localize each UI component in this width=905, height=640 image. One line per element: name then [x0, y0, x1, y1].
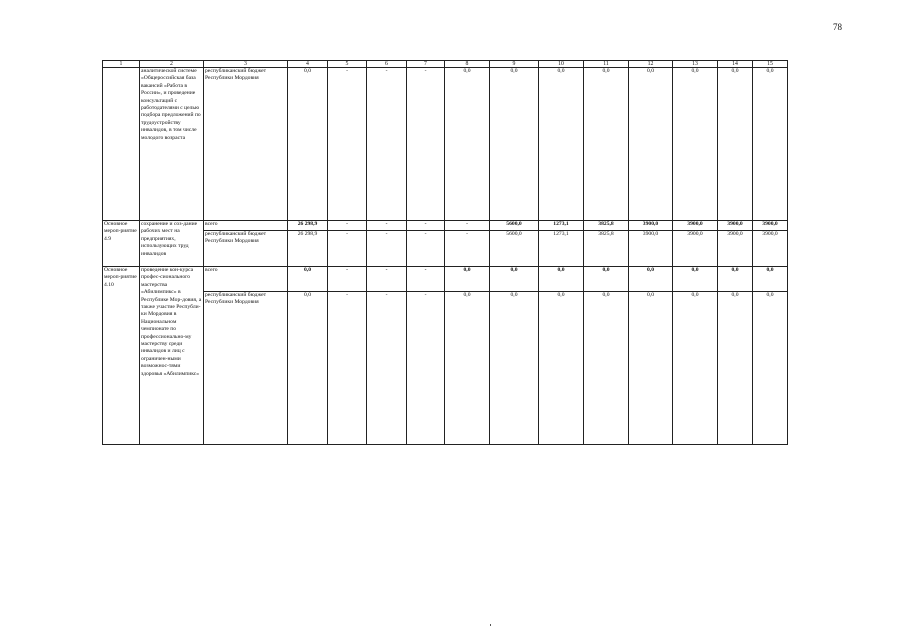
column-header: 2 — [140, 61, 204, 68]
value-cell: 0,0 — [445, 292, 490, 445]
table-row — [103, 292, 788, 445]
value-cell: - — [367, 292, 407, 445]
page-number: 78 — [833, 22, 842, 32]
column-header: 12 — [629, 61, 673, 68]
value-cell: 0,0 — [753, 292, 788, 445]
value-cell: 0,0 — [539, 292, 584, 445]
table-row — [103, 68, 788, 221]
value-cell: - — [328, 221, 367, 231]
value-cell: 3900,0 — [673, 221, 718, 231]
measure-cell — [103, 68, 140, 221]
value-cell: - — [367, 68, 407, 221]
value-cell: 1273,1 — [539, 231, 584, 267]
value-cell: 3900,0 — [629, 231, 673, 267]
value-cell: 0,0 — [753, 68, 788, 221]
value-cell: 0,0 — [673, 292, 718, 445]
column-header: 6 — [367, 61, 407, 68]
value-cell: 26 298,9 — [288, 231, 328, 267]
value-cell: 3825,8 — [584, 221, 629, 231]
column-header: 3 — [204, 61, 288, 68]
value-cell: 0,0 — [288, 68, 328, 221]
value-cell: - — [407, 292, 445, 445]
value-cell: 0,0 — [445, 267, 490, 292]
value-cell: 1273,1 — [539, 221, 584, 231]
value-cell: - — [367, 231, 407, 267]
value-cell: 0,0 — [629, 267, 673, 292]
value-cell: 3900,0 — [673, 231, 718, 267]
value-cell: 5600,0 — [490, 231, 539, 267]
value-cell: 0,0 — [584, 68, 629, 221]
value-cell: - — [328, 292, 367, 445]
value-cell: - — [367, 267, 407, 292]
column-header: 8 — [445, 61, 490, 68]
value-cell: 0,0 — [584, 267, 629, 292]
value-cell: - — [445, 231, 490, 267]
table-row — [103, 231, 788, 267]
value-cell: 0,0 — [629, 292, 673, 445]
funding-source: всего — [204, 267, 288, 292]
value-cell: 0,0 — [718, 267, 753, 292]
value-cell: 3900,0 — [753, 221, 788, 231]
value-cell: - — [367, 221, 407, 231]
column-header: 9 — [490, 61, 539, 68]
value-cell: 3900,0 — [753, 231, 788, 267]
activity-description: проведение кон-курса профес-сионального мастерства «Абилимпикс» в Республике Мор-довия, а также участие Республи-ки Мордовия в Национальном чемпионате по профессионально-му мастерству среди инвалидов и лиц с ограничен-ными возможнос-тями здоровья «Абилимпикс» — [140, 267, 204, 445]
funding-source: республиканский бюджет Республики Мордовия — [204, 292, 288, 445]
funding-source: республиканский бюджет Республики Мордовия — [204, 68, 288, 221]
column-header: 13 — [673, 61, 718, 68]
value-cell: - — [445, 221, 490, 231]
value-cell: - — [328, 68, 367, 221]
value-cell: 0,0 — [490, 267, 539, 292]
value-cell: 0,0 — [539, 68, 584, 221]
measure-cell: Основное мероп-риятие 4.10 — [103, 267, 140, 445]
value-cell: 0,0 — [753, 267, 788, 292]
value-cell: - — [407, 267, 445, 292]
value-cell: 0,0 — [584, 292, 629, 445]
table-row — [103, 267, 788, 292]
value-cell: 5600,0 — [490, 221, 539, 231]
value-cell: - — [328, 267, 367, 292]
value-cell: 0,0 — [673, 267, 718, 292]
value-cell: 3900,0 — [718, 221, 753, 231]
header-row — [103, 61, 788, 68]
table-row — [103, 221, 788, 231]
value-cell: - — [407, 68, 445, 221]
value-cell: - — [407, 221, 445, 231]
value-cell: 3900,0 — [718, 231, 753, 267]
column-header: 7 — [407, 61, 445, 68]
funding-source: всего — [204, 221, 288, 231]
value-cell: 0,0 — [539, 267, 584, 292]
value-cell: 0,0 — [718, 68, 753, 221]
column-header: 1 — [103, 61, 140, 68]
column-header: 5 — [328, 61, 367, 68]
activity-description: аналитической системе «Общероссийская база вакансий «Работа в России», и проведение консультаций с работодателями с целью подбора предложений по трудоустройству инвалидов, в том числе молодого возраста — [140, 68, 204, 221]
value-cell: 26 298,9 — [288, 221, 328, 231]
column-header: 14 — [718, 61, 753, 68]
value-cell: 0,0 — [718, 292, 753, 445]
scan-speck — [490, 624, 491, 626]
funding-source: республиканский бюджет Республики Мордовия — [204, 231, 288, 267]
value-cell: 0,0 — [673, 68, 718, 221]
column-header: 15 — [753, 61, 788, 68]
value-cell: 0,0 — [490, 68, 539, 221]
measure-cell: Основное мероп-риятие 4.9 — [103, 221, 140, 267]
column-header: 4 — [288, 61, 328, 68]
value-cell: - — [328, 231, 367, 267]
value-cell: 0,0 — [629, 68, 673, 221]
value-cell: 0,0 — [445, 68, 490, 221]
value-cell: - — [407, 231, 445, 267]
value-cell: 0,0 — [490, 292, 539, 445]
column-header: 10 — [539, 61, 584, 68]
value-cell: 3825,8 — [584, 231, 629, 267]
column-header: 11 — [584, 61, 629, 68]
activity-description: сохранение и соз-дание рабочих мест на предприятиях, использующих труд инвалидов — [140, 221, 204, 267]
budget-table — [102, 60, 788, 445]
value-cell: 0,0 — [288, 292, 328, 445]
value-cell: 3900,0 — [629, 221, 673, 231]
value-cell: 0,0 — [288, 267, 328, 292]
